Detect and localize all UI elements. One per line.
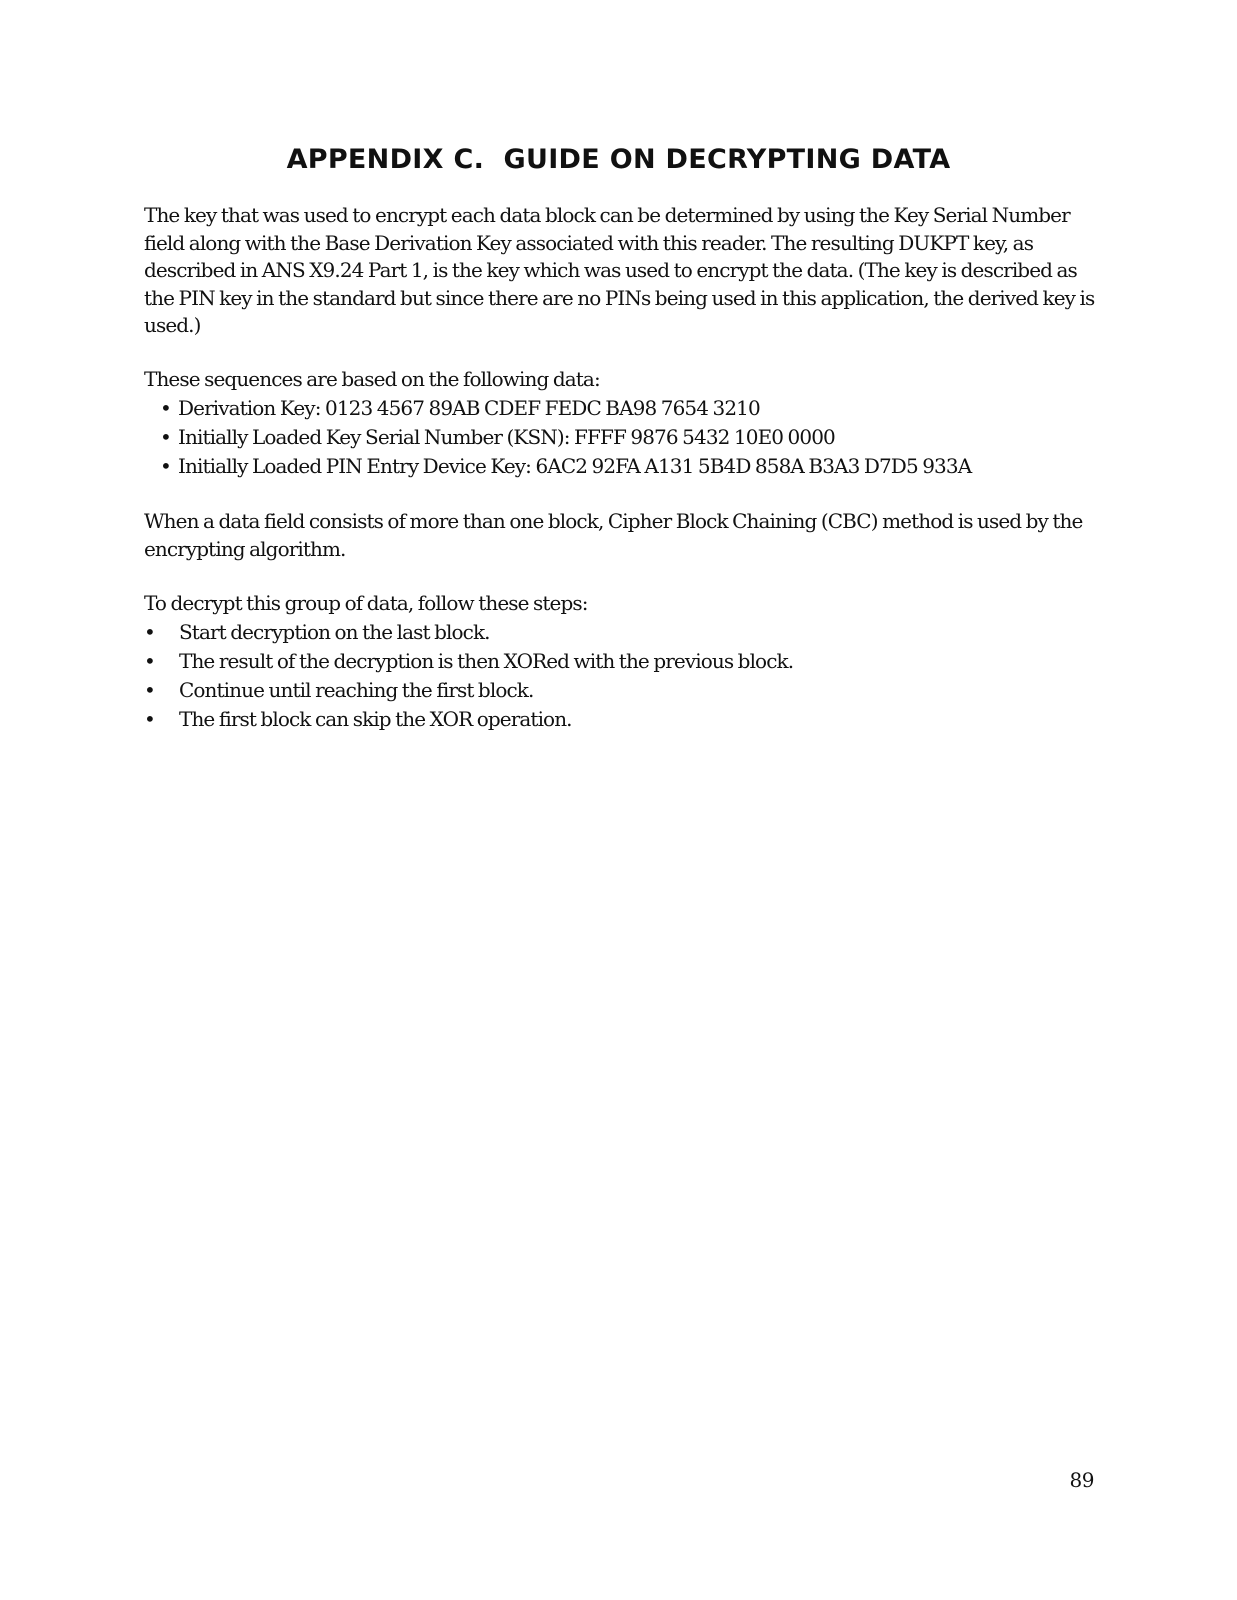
list-item [160, 423, 971, 452]
list-item-text: The first block can skip the XOR operation. [179, 707, 572, 731]
list-item [144, 676, 793, 705]
intro-paragraph: The key that was used to encrypt each data block can be determined by using the Key Serial Number field along with the Base Derivation Key associated with this reader. The resulting DUKPT key, as described in ANS X9.24 Part 1, is the key which was used to encrypt the data. (The key is described as the PIN key in the standard but since there are no PINs being used in this application, the derived key is used.) [144, 203, 1095, 337]
list-item-text: Continue until reaching the first block. [179, 678, 534, 702]
list-item-text: Initially Loaded Key Serial Number (KSN): FFFF 9876 5432 10E0 0000 [178, 425, 835, 449]
page-title: APPENDIX C. GUIDE ON DECRYPTING DATA [286, 144, 951, 175]
list-item [144, 618, 793, 647]
steps-intro: To decrypt this group of data, follow these steps: [144, 591, 588, 615]
list-item-text: The result of the decryption is then XORed with the previous block. [179, 649, 794, 673]
bullet-icon: • [144, 678, 155, 702]
bullet-icon: • [144, 707, 155, 731]
cbc-paragraph: When a data field consists of more than one block, Cipher Block Chaining (CBC) method is used by the encrypting algorithm. [144, 509, 1083, 561]
list-item-text: Initially Loaded PIN Entry Device Key: 6AC2 92FA A131 5B4D 858A B3A3 D7D5 933A [178, 454, 972, 478]
bullet-icon: • [160, 425, 171, 449]
list-item [160, 452, 971, 481]
sequence-data-list [160, 394, 971, 481]
bullet-icon: • [160, 454, 171, 478]
bullet-icon: • [160, 396, 171, 420]
list-item [144, 647, 793, 676]
bullet-icon: • [144, 620, 155, 644]
sequences-intro: These sequences are based on the following data: [144, 367, 600, 391]
list-item [160, 394, 971, 423]
decryption-steps-list [144, 618, 793, 734]
list-item-text: Start decryption on the last block. [179, 620, 490, 644]
page-number: 89 [1069, 1468, 1094, 1492]
list-item [144, 705, 793, 734]
list-item-text: Derivation Key: 0123 4567 89AB CDEF FEDC BA98 7654 3210 [178, 396, 760, 420]
bullet-icon: • [144, 649, 155, 673]
